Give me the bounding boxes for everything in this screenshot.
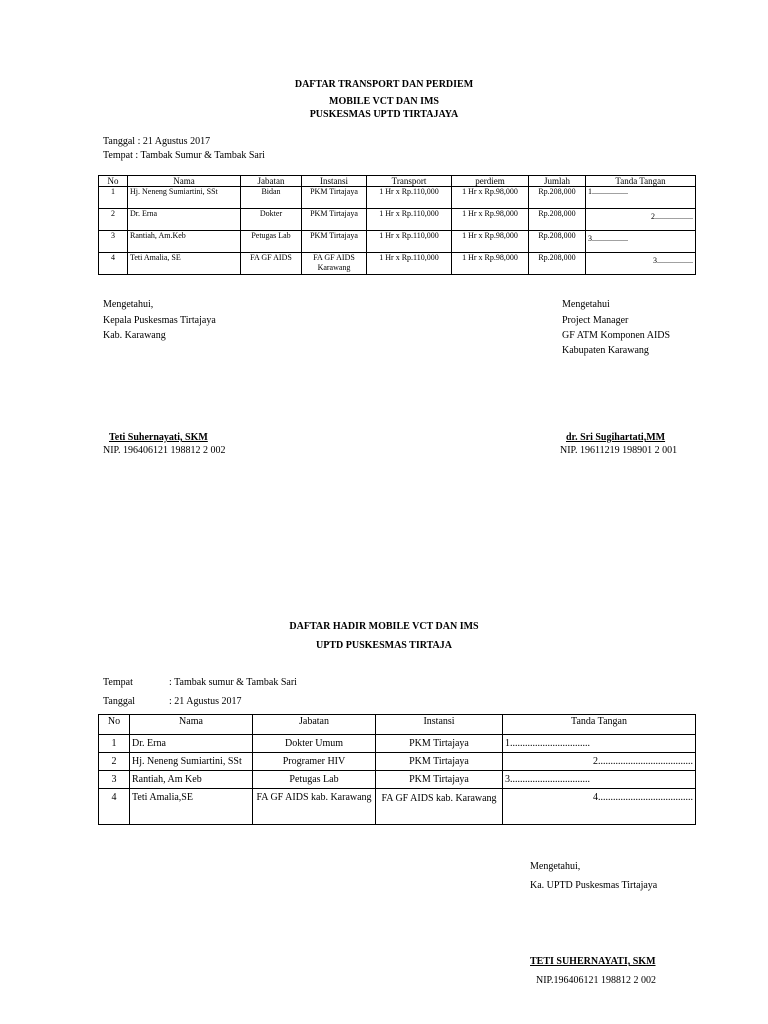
cell-signature[interactable]: 2...................	[586, 209, 696, 231]
cell-jabatan: Dokter Umum	[253, 735, 376, 753]
cell-perdiem: 1 Hr x Rp.98,000	[452, 231, 529, 253]
cell-no: 2	[99, 209, 128, 231]
header-tanda-tangan: Tanda Tangan	[503, 715, 696, 735]
cell-nama: Rantiah, Am.Keb	[128, 231, 241, 253]
cell-transport: 1 Hr x Rp.110,000	[367, 231, 452, 253]
cell-no: 3	[99, 771, 130, 789]
doc2-title-line-1: DAFTAR HADIR MOBILE VCT DAN IMS	[289, 621, 479, 632]
doc1-title-line-3: PUSKESMAS UPTD TIRTAJAYA	[309, 109, 459, 120]
cell-transport: 1 Hr x Rp.110,000	[367, 253, 452, 275]
cell-nama: Dr. Erna	[128, 209, 241, 231]
doc1-right-sign-line-3: GF ATM Komponen AIDS	[562, 330, 671, 341]
cell-no: 1	[99, 735, 130, 753]
header-transport: Transport	[367, 176, 452, 187]
doc1-left-sign-line-1: Mengetahui,	[103, 299, 154, 310]
transport-perdiem-table	[98, 175, 696, 275]
cell-instansi: PKM Tirtajaya	[376, 735, 503, 753]
doc2-signer-name: TETI SUHERNAYATI, SKM	[530, 956, 656, 967]
header-no: No	[99, 176, 128, 187]
cell-instansi: PKM Tirtajaya	[302, 187, 367, 209]
table-row	[99, 231, 696, 253]
doc1-left-signer-nip: NIP. 196406121 198812 2 002	[103, 445, 226, 456]
cell-signature[interactable]: 3................................	[503, 771, 696, 789]
header-jabatan: Jabatan	[241, 176, 302, 187]
header-nama: Nama	[128, 176, 241, 187]
header-tanda-tangan: Tanda Tangan	[586, 176, 696, 187]
table-row	[99, 209, 696, 231]
table-row	[99, 771, 696, 789]
doc1-right-sign-line-1: Mengetahui	[562, 299, 610, 310]
cell-nama: Dr. Erna	[130, 735, 253, 753]
cell-transport: 1 Hr x Rp.110,000	[367, 187, 452, 209]
doc1-title-line-1: DAFTAR TRANSPORT DAN PERDIEM	[294, 79, 474, 90]
cell-nama: Hj. Neneng Sumiartini, SSt	[128, 187, 241, 209]
doc1-place: Tempat : Tambak Sumur & Tambak Sari	[103, 150, 265, 161]
cell-signature[interactable]: 2......................................	[503, 753, 696, 771]
cell-instansi: PKM Tirtajaya	[302, 231, 367, 253]
cell-nama: Teti Amalia, SE	[128, 253, 241, 275]
cell-signature[interactable]: 1................................	[503, 735, 696, 753]
table-header-row	[99, 176, 696, 187]
table-row	[99, 753, 696, 771]
table-row	[99, 253, 696, 275]
doc2-place-value: : Tambak sumur & Tambak Sari	[169, 677, 297, 688]
doc2-title-line-2: UPTD PUSKESMAS TIRTAJA	[316, 640, 452, 651]
doc1-title-line-2: MOBILE VCT DAN IMS	[329, 96, 439, 107]
cell-jumlah: Rp.208,000	[529, 253, 586, 275]
header-jabatan: Jabatan	[253, 715, 376, 735]
header-instansi: Instansi	[376, 715, 503, 735]
doc1-right-signer-name: dr. Sri Sugihartati,MM	[566, 432, 666, 443]
cell-transport: 1 Hr x Rp.110,000	[367, 209, 452, 231]
cell-jabatan: Petugas Lab	[253, 771, 376, 789]
cell-instansi: PKM Tirtajaya	[302, 209, 367, 231]
cell-perdiem: 1 Hr x Rp.98,000	[452, 209, 529, 231]
table-row	[99, 187, 696, 209]
cell-perdiem: 1 Hr x Rp.98,000	[452, 187, 529, 209]
cell-instansi: PKM Tirtajaya	[376, 771, 503, 789]
doc1-left-sign-line-3: Kab. Karawang	[103, 330, 166, 341]
cell-instansi: FA GF AIDS kab. Karawang	[376, 789, 503, 825]
table-row	[99, 789, 696, 825]
header-perdiem: perdiem	[452, 176, 529, 187]
cell-instansi: FA GF AIDS Karawang	[302, 253, 367, 275]
table-header-row	[99, 715, 696, 735]
doc1-date: Tanggal : 21 Agustus 2017	[103, 136, 211, 147]
cell-jabatan: Petugas Lab	[241, 231, 302, 253]
doc2-sign-line-2: Ka. UPTD Puskesmas Tirtajaya	[530, 880, 658, 891]
cell-nama: Hj. Neneng Sumiartini, SSt	[130, 753, 253, 771]
cell-no: 4	[99, 253, 128, 275]
cell-signature[interactable]: 3..................	[586, 231, 696, 253]
cell-no: 3	[99, 231, 128, 253]
cell-jabatan: FA GF AIDS	[241, 253, 302, 275]
cell-signature[interactable]: 4......................................	[503, 789, 696, 825]
doc2-sign-line-1: Mengetahui,	[530, 861, 581, 872]
cell-jabatan: Programer HIV	[253, 753, 376, 771]
cell-nama: Rantiah, Am Keb	[130, 771, 253, 789]
cell-jabatan: FA GF AIDS kab. Karawang	[253, 789, 376, 825]
table-row	[99, 735, 696, 753]
doc1-left-signer-name: Teti Suhernayati, SKM	[109, 432, 208, 443]
cell-no: 4	[99, 789, 130, 825]
cell-no: 1	[99, 187, 128, 209]
cell-jabatan: Dokter	[241, 209, 302, 231]
doc1-right-sign-line-2: Project Manager	[562, 315, 629, 326]
cell-jabatan: Bidan	[241, 187, 302, 209]
doc1-right-signer-nip: NIP. 19611219 198901 2 001	[560, 445, 678, 456]
header-nama: Nama	[130, 715, 253, 735]
doc1-right-sign-line-4: Kabupaten Karawang	[562, 345, 649, 356]
cell-perdiem: 1 Hr x Rp.98,000	[452, 253, 529, 275]
doc2-date-label: Tanggal	[103, 696, 136, 707]
cell-jumlah: Rp.208,000	[529, 187, 586, 209]
doc2-place-label: Tempat	[103, 677, 133, 688]
doc1-left-sign-line-2: Kepala Puskesmas Tirtajaya	[103, 315, 216, 326]
cell-nama: Teti Amalia,SE	[130, 789, 253, 825]
cell-signature[interactable]: 3..................	[586, 253, 696, 275]
header-jumlah: Jumlah	[529, 176, 586, 187]
doc2-date-value: : 21 Agustus 2017	[169, 696, 242, 707]
cell-jumlah: Rp.208,000	[529, 231, 586, 253]
doc2-signer-nip: NIP.196406121 198812 2 002	[536, 975, 657, 986]
cell-no: 2	[99, 753, 130, 771]
attendance-table	[98, 714, 696, 825]
header-instansi: Instansi	[302, 176, 367, 187]
cell-signature[interactable]: 1..................	[586, 187, 696, 209]
cell-instansi: PKM Tirtajaya	[376, 753, 503, 771]
cell-jumlah: Rp.208,000	[529, 209, 586, 231]
header-no: No	[99, 715, 130, 735]
